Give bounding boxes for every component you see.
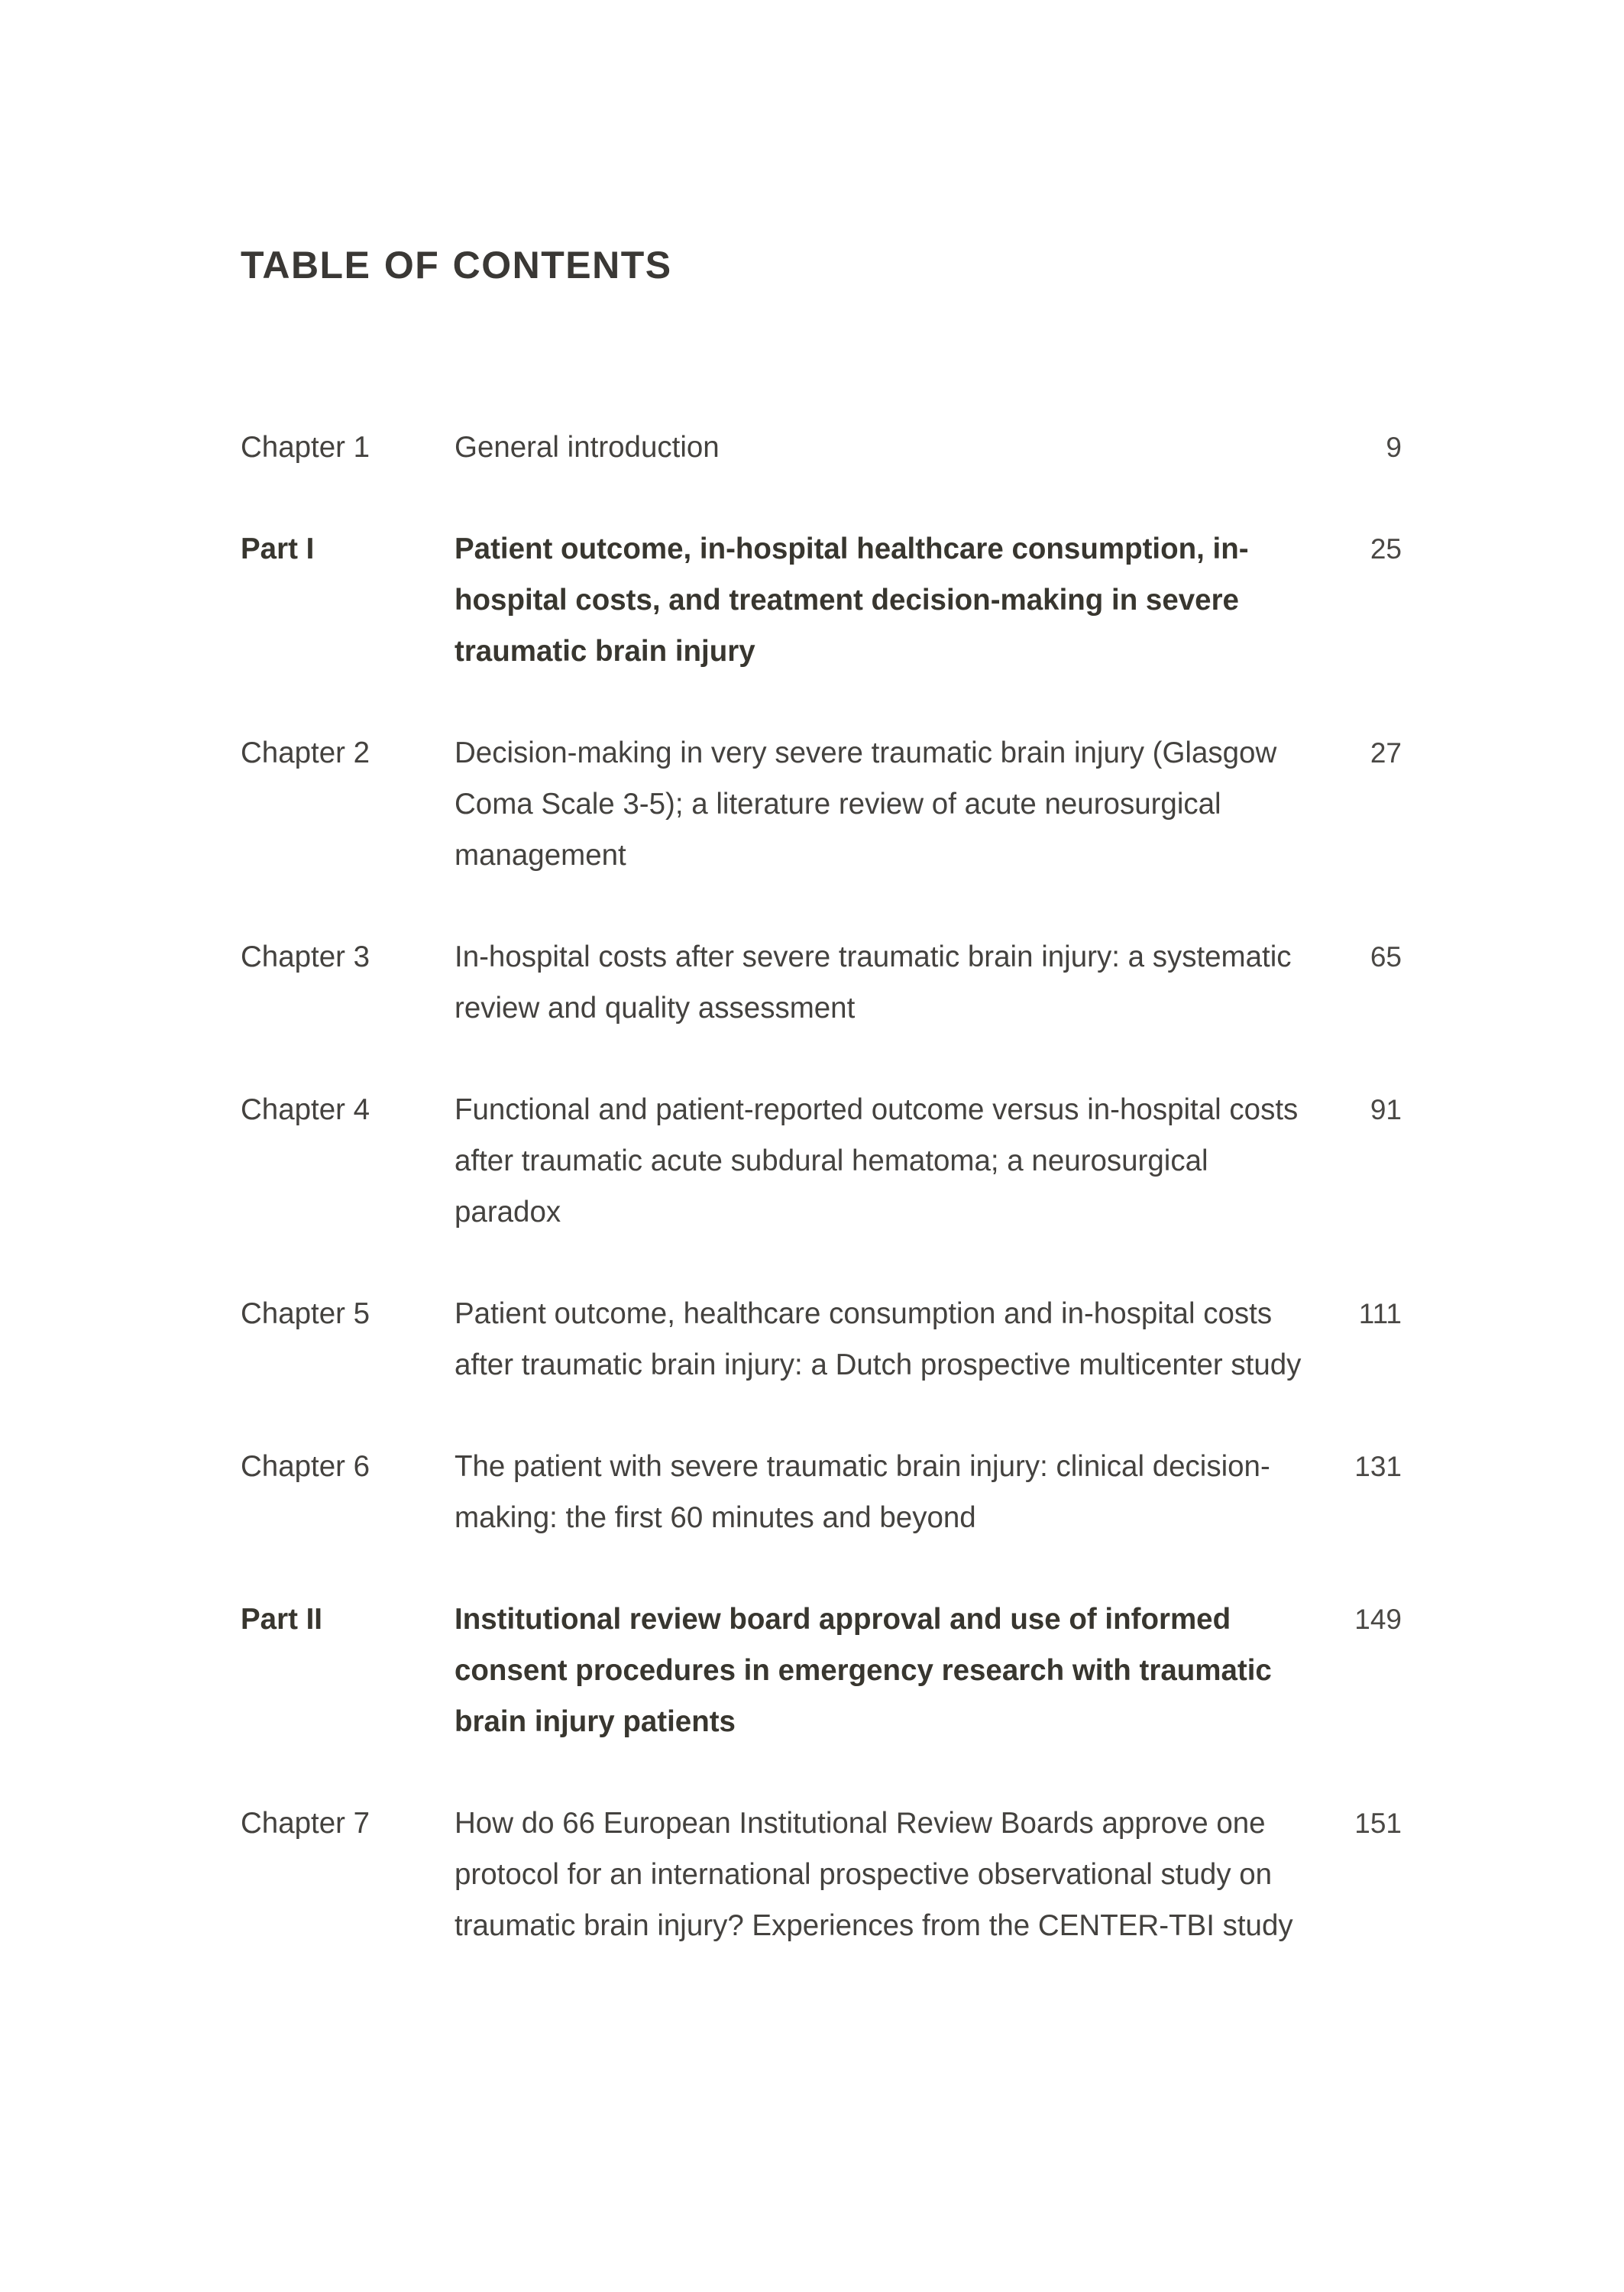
toc-entry-page-number: 151 (1354, 1808, 1402, 1839)
toc-entry-label: Part I (241, 533, 315, 565)
toc-entry (241, 931, 1402, 1034)
toc-entry-label: Chapter 5 (241, 1297, 370, 1330)
toc-entry-page-number: 91 (1370, 1094, 1402, 1125)
toc-entry (241, 1594, 1402, 1747)
toc-entry-title: Decision-making in very severe traumatic brain injury (Glasgow Coma Scale 3-5); a literature review of acute neurosurgical management (455, 736, 1277, 872)
toc-entry-page-number: 131 (1354, 1451, 1402, 1482)
toc-entry-page-number: 25 (1370, 533, 1402, 565)
toc-entry (241, 1288, 1402, 1390)
toc-entry-title: Patient outcome, in-hospital healthcare consumption, in-hospital costs, and treatment decision-making in severe traumatic brain injury (455, 533, 1249, 668)
toc-entry-label: Chapter 3 (241, 940, 370, 973)
toc-entry-page-number: 111 (1358, 1298, 1402, 1329)
toc-entry-title: Functional and patient-reported outcome versus in-hospital costs after traumatic acute subdural hematoma; a neurosurgical paradox (455, 1093, 1299, 1229)
toc-entry-title: In-hospital costs after severe traumatic brain injury: a systematic review and quality assessment (455, 940, 1292, 1025)
toc-entry-page-number: 9 (1386, 432, 1402, 463)
toc-entry (241, 523, 1402, 677)
toc-entry-title: How do 66 European Institutional Review Boards approve one protocol for an international prospective observational study on traumatic brain injury? Experiences from the CENTER-TBI study (455, 1807, 1293, 1942)
toc-entry (241, 1084, 1402, 1238)
toc-entry-page-number: 149 (1354, 1604, 1402, 1635)
toc-entry-label: Chapter 2 (241, 736, 370, 769)
toc-entry (241, 727, 1402, 881)
toc-entry (241, 1798, 1402, 1951)
toc-list (241, 422, 1402, 1951)
toc-entry-label: Part II (241, 1603, 322, 1636)
toc-entry-title: Institutional review board approval and use of informed consent procedures in emergency research with traumatic brain injury patients (455, 1603, 1272, 1738)
toc-entry-label: Chapter 7 (241, 1807, 370, 1840)
toc-entry (241, 422, 1402, 473)
toc-entry-label: Chapter 1 (241, 431, 370, 464)
toc-entry-label: Chapter 6 (241, 1450, 370, 1483)
toc-entry-title: The patient with severe traumatic brain injury: clinical decision-making: the first 60 minutes and beyond (455, 1450, 1270, 1534)
toc-entry-title: General introduction (455, 431, 720, 464)
toc-entry-page-number: 65 (1370, 941, 1402, 973)
toc-entry-title: Patient outcome, healthcare consumption and in-hospital costs after traumatic brain injury: a Dutch prospective multicenter study (455, 1297, 1302, 1381)
toc-entry-label: Chapter 4 (241, 1093, 370, 1126)
page-title: TABLE OF CONTENTS (241, 244, 672, 286)
toc-entry-page-number: 27 (1370, 737, 1402, 769)
toc-entry (241, 1441, 1402, 1543)
